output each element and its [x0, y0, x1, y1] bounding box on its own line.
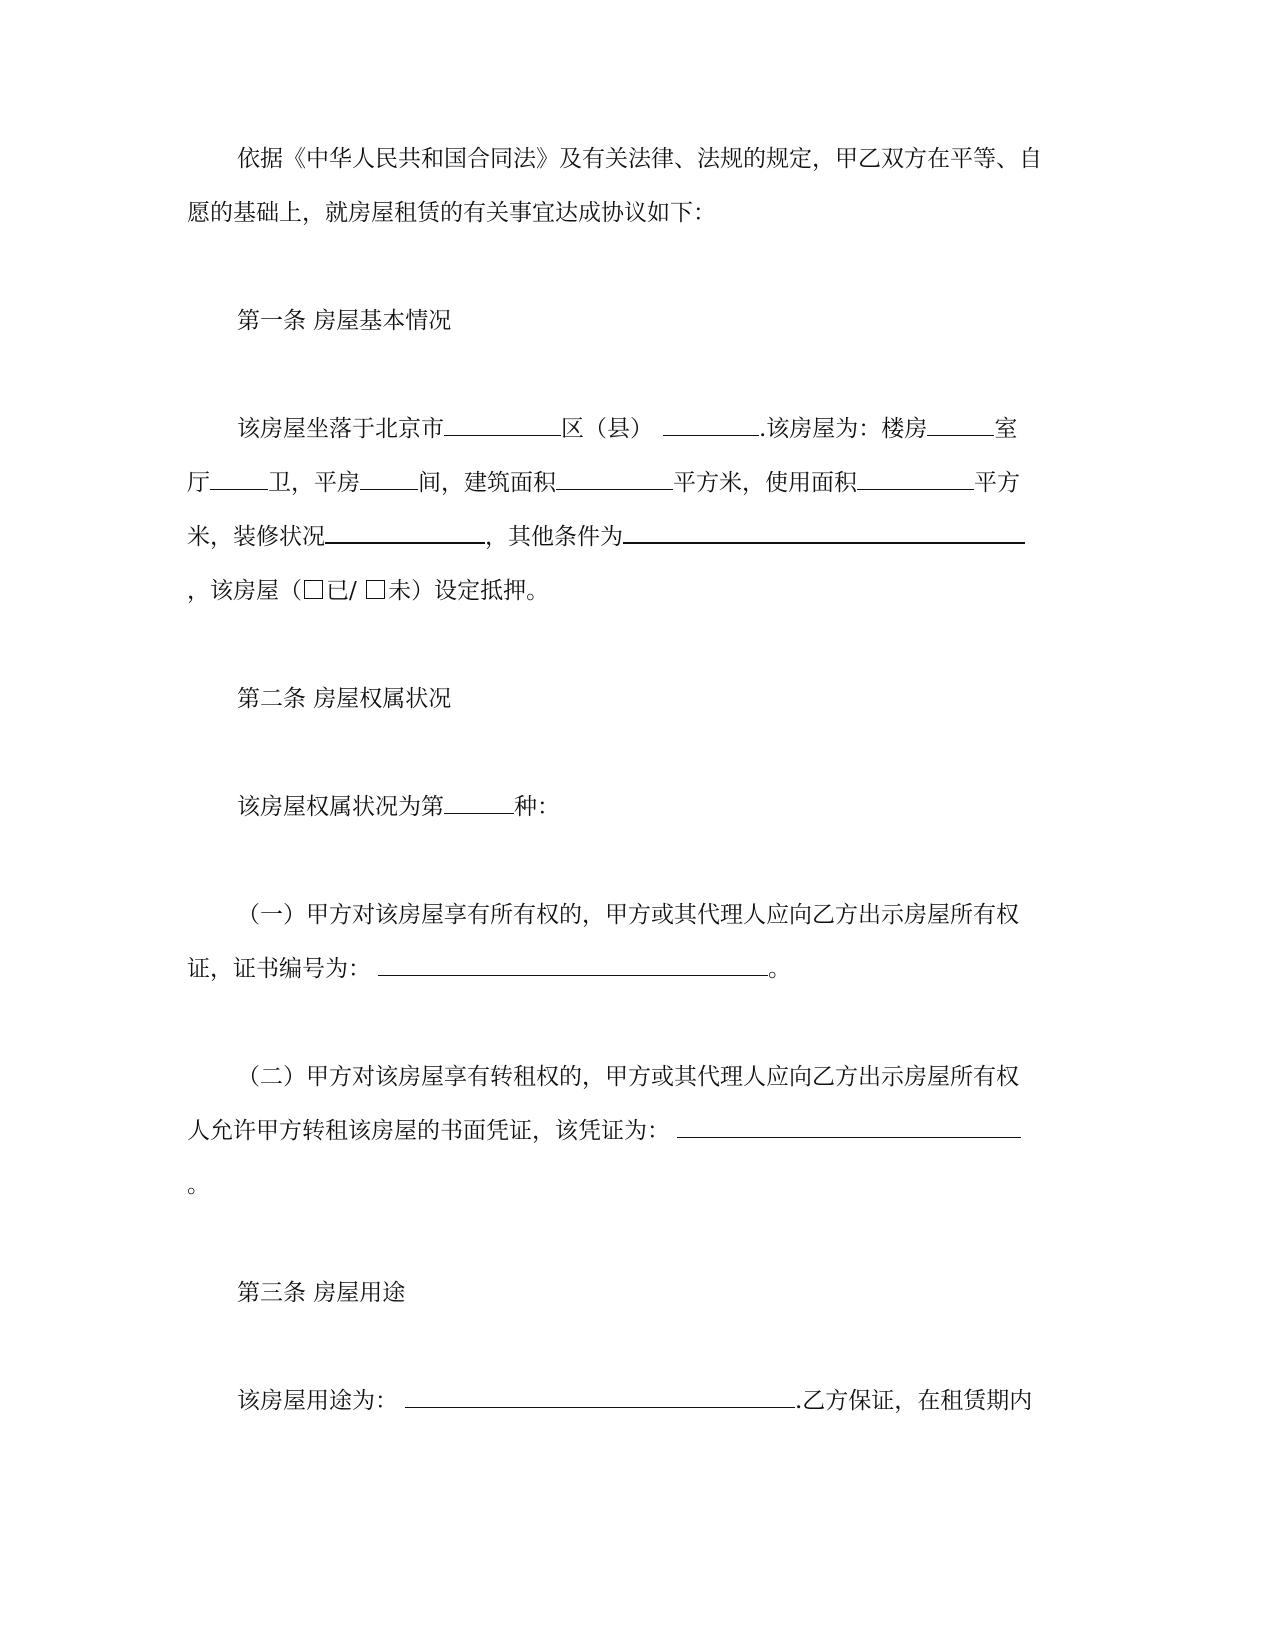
mortgaged-checkbox[interactable]: [304, 580, 323, 599]
article-2-item-2-line-2: [187, 1116, 1021, 1146]
not-mortgaged-checkbox[interactable]: [366, 580, 385, 599]
text: 已/: [326, 578, 365, 604]
text: 证，证书编号为：: [187, 956, 371, 982]
article-2-heading-text: 第二条 房屋权属状况: [237, 686, 452, 712]
text: 该房屋权属状况为第: [237, 794, 444, 820]
text: 米，装修状况: [187, 524, 325, 550]
certificate-number-blank[interactable]: [378, 955, 768, 976]
ownership-type-blank[interactable]: [444, 793, 514, 814]
article-1-line-1: [237, 414, 1017, 444]
text: 。: [768, 956, 791, 982]
article-1-heading-text: 第一条 房屋基本情况: [237, 308, 452, 334]
bungalow-rooms-blank[interactable]: [360, 469, 418, 490]
article-2-line-1: [237, 792, 560, 822]
usable-area-blank[interactable]: [857, 469, 974, 490]
article-3-heading: [237, 1278, 405, 1308]
article-1-heading: [237, 306, 451, 336]
halls-blank[interactable]: [210, 469, 268, 490]
article-2-item-1-line-2: [187, 954, 791, 984]
text: ，其他条件为: [485, 524, 623, 550]
text: 该房屋用途为：: [237, 1388, 398, 1414]
building-area-blank[interactable]: [556, 469, 673, 490]
intro-text-2: 愿的基础上，就房屋租赁的有关事宜达成协议如下：: [187, 200, 716, 226]
text: 室: [994, 416, 1018, 442]
text: 卫，平房: [268, 470, 360, 496]
text: （二）甲方对该房屋享有转租权的，甲方或其代理人应向乙方出示房屋所有权: [237, 1064, 1019, 1090]
article-1-line-2: [187, 468, 1020, 498]
text: 间，建筑面积: [418, 470, 556, 496]
article-2-heading: [237, 684, 451, 714]
article-3-heading-text: 第三条 房屋用途: [237, 1280, 406, 1306]
text: ，该房屋（: [187, 578, 302, 604]
article-2-item-2-line-3: [187, 1170, 210, 1200]
text: 人允许甲方转租该房屋的书面凭证，该凭证为：: [187, 1118, 670, 1144]
decoration-blank[interactable]: [325, 522, 485, 544]
text: （一）甲方对该房屋享有所有权的，甲方或其代理人应向乙方出示房屋所有权: [237, 902, 1019, 928]
other-conditions-blank[interactable]: [623, 522, 1025, 544]
article-3-line-1: [237, 1386, 1032, 1416]
district-blank[interactable]: [444, 415, 561, 436]
rooms-blank[interactable]: [927, 415, 994, 436]
article-2-item-2-line-1: [237, 1062, 1019, 1092]
usage-blank[interactable]: [405, 1387, 795, 1408]
county-blank[interactable]: [663, 415, 759, 436]
text: 该房屋坐落于北京市: [237, 416, 444, 442]
text: .乙方保证，在租赁期内: [795, 1388, 1033, 1414]
article-2-item-1-line-1: [237, 900, 1019, 930]
text: 种：: [514, 794, 560, 820]
article-1-line-3: [187, 522, 1025, 552]
intro-line-2: [187, 198, 716, 228]
intro-text-1: 依据《中华人民共和国合同法》及有关法律、法规的规定，甲乙双方在平等、自: [237, 146, 1042, 172]
text: 区（县）: [561, 416, 653, 442]
text: 平方米，使用面积: [673, 470, 857, 496]
intro-line-1: [237, 144, 1042, 174]
text: .该房屋为：楼房: [759, 416, 928, 442]
sublease-voucher-blank[interactable]: [677, 1117, 1021, 1138]
text: 厅: [187, 470, 210, 496]
text: 。: [187, 1172, 210, 1198]
text: 平方: [974, 470, 1020, 496]
text: 未）设定抵押。: [388, 578, 550, 604]
article-1-line-4: [187, 576, 549, 606]
